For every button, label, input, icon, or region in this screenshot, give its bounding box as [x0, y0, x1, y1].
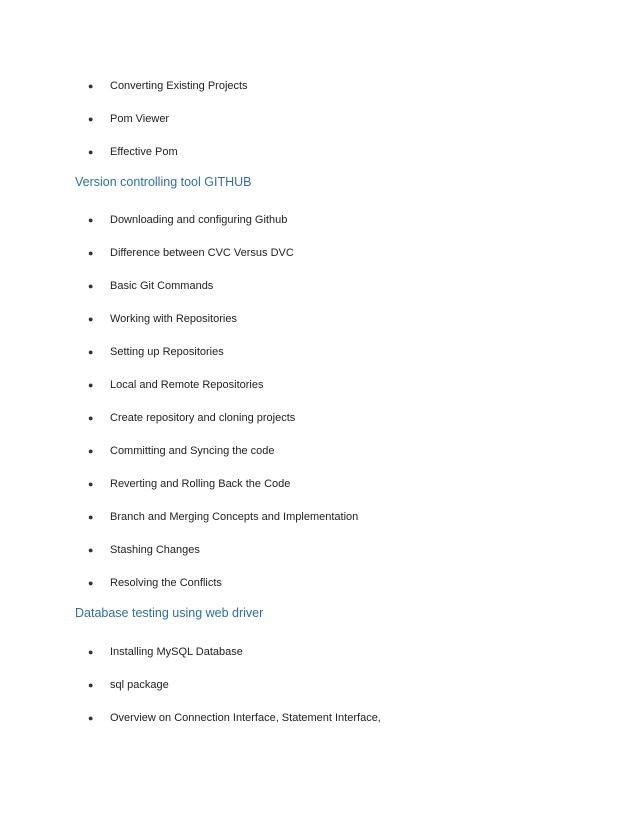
list-item-text: sql package	[110, 679, 169, 691]
bullet-icon: ●	[88, 679, 94, 690]
bullet-icon: ●	[88, 544, 94, 555]
list-item-text: Difference between CVC Versus DVC	[110, 247, 294, 259]
list-item	[88, 310, 237, 328]
list-item	[88, 574, 222, 592]
bullet-icon: ●	[88, 280, 94, 291]
list-item-text: Pom Viewer	[110, 113, 170, 125]
list-item-text: Branch and Merging Concepts and Implementation	[110, 511, 359, 523]
bullet-icon: ●	[88, 511, 94, 522]
list-item	[88, 643, 243, 661]
list-item-text: Create repository and cloning projects	[110, 412, 296, 424]
list-item	[88, 277, 213, 295]
section-heading-database: Database testing using web driver	[75, 606, 264, 620]
list-item-text: Stashing Changes	[110, 544, 200, 556]
list-item-text: Overview on Connection Interface, Statement Interface,	[110, 712, 381, 724]
bullet-icon: ●	[88, 412, 94, 423]
list-item-text: Setting up Repositories	[110, 346, 224, 358]
bullet-icon: ●	[88, 712, 94, 723]
list-item	[88, 244, 294, 262]
list-item-text: Basic Git Commands	[110, 280, 214, 292]
list-item-text: Installing MySQL Database	[110, 646, 243, 658]
bullet-icon: ●	[88, 313, 94, 324]
bullet-icon: ●	[88, 346, 94, 357]
bullet-icon: ●	[88, 445, 94, 456]
list-item-text: Reverting and Rolling Back the Code	[110, 478, 291, 490]
bullet-icon: ●	[88, 577, 94, 588]
list-item-text: Local and Remote Repositories	[110, 379, 264, 391]
list-item-text: Committing and Syncing the code	[110, 445, 275, 457]
list-item	[88, 475, 290, 493]
list-item-text: Resolving the Conflicts	[110, 577, 222, 589]
list-item	[88, 343, 224, 361]
list-item	[88, 409, 295, 427]
list-item-text: Downloading and configuring Github	[110, 214, 288, 226]
bullet-icon: ●	[88, 146, 94, 157]
list-item	[88, 709, 381, 727]
bullet-icon: ●	[88, 646, 94, 657]
list-item-text: Effective Pom	[110, 146, 178, 158]
list-item	[88, 541, 200, 559]
bullet-icon: ●	[88, 80, 94, 91]
bullet-icon: ●	[88, 478, 94, 489]
section-heading-github: Version controlling tool GITHUB	[75, 175, 252, 189]
bullet-icon: ●	[88, 113, 94, 124]
list-item	[88, 508, 358, 526]
list-item	[88, 110, 169, 128]
list-item-text: Working with Repositories	[110, 313, 237, 325]
list-item	[88, 211, 287, 229]
list-item-text: Converting Existing Projects	[110, 80, 248, 92]
list-item	[88, 376, 263, 394]
list-item	[88, 77, 248, 95]
list-item	[88, 676, 169, 694]
bullet-icon: ●	[88, 379, 94, 390]
bullet-icon: ●	[88, 214, 94, 225]
list-item	[88, 442, 274, 460]
bullet-icon: ●	[88, 247, 94, 258]
list-item	[88, 143, 178, 161]
